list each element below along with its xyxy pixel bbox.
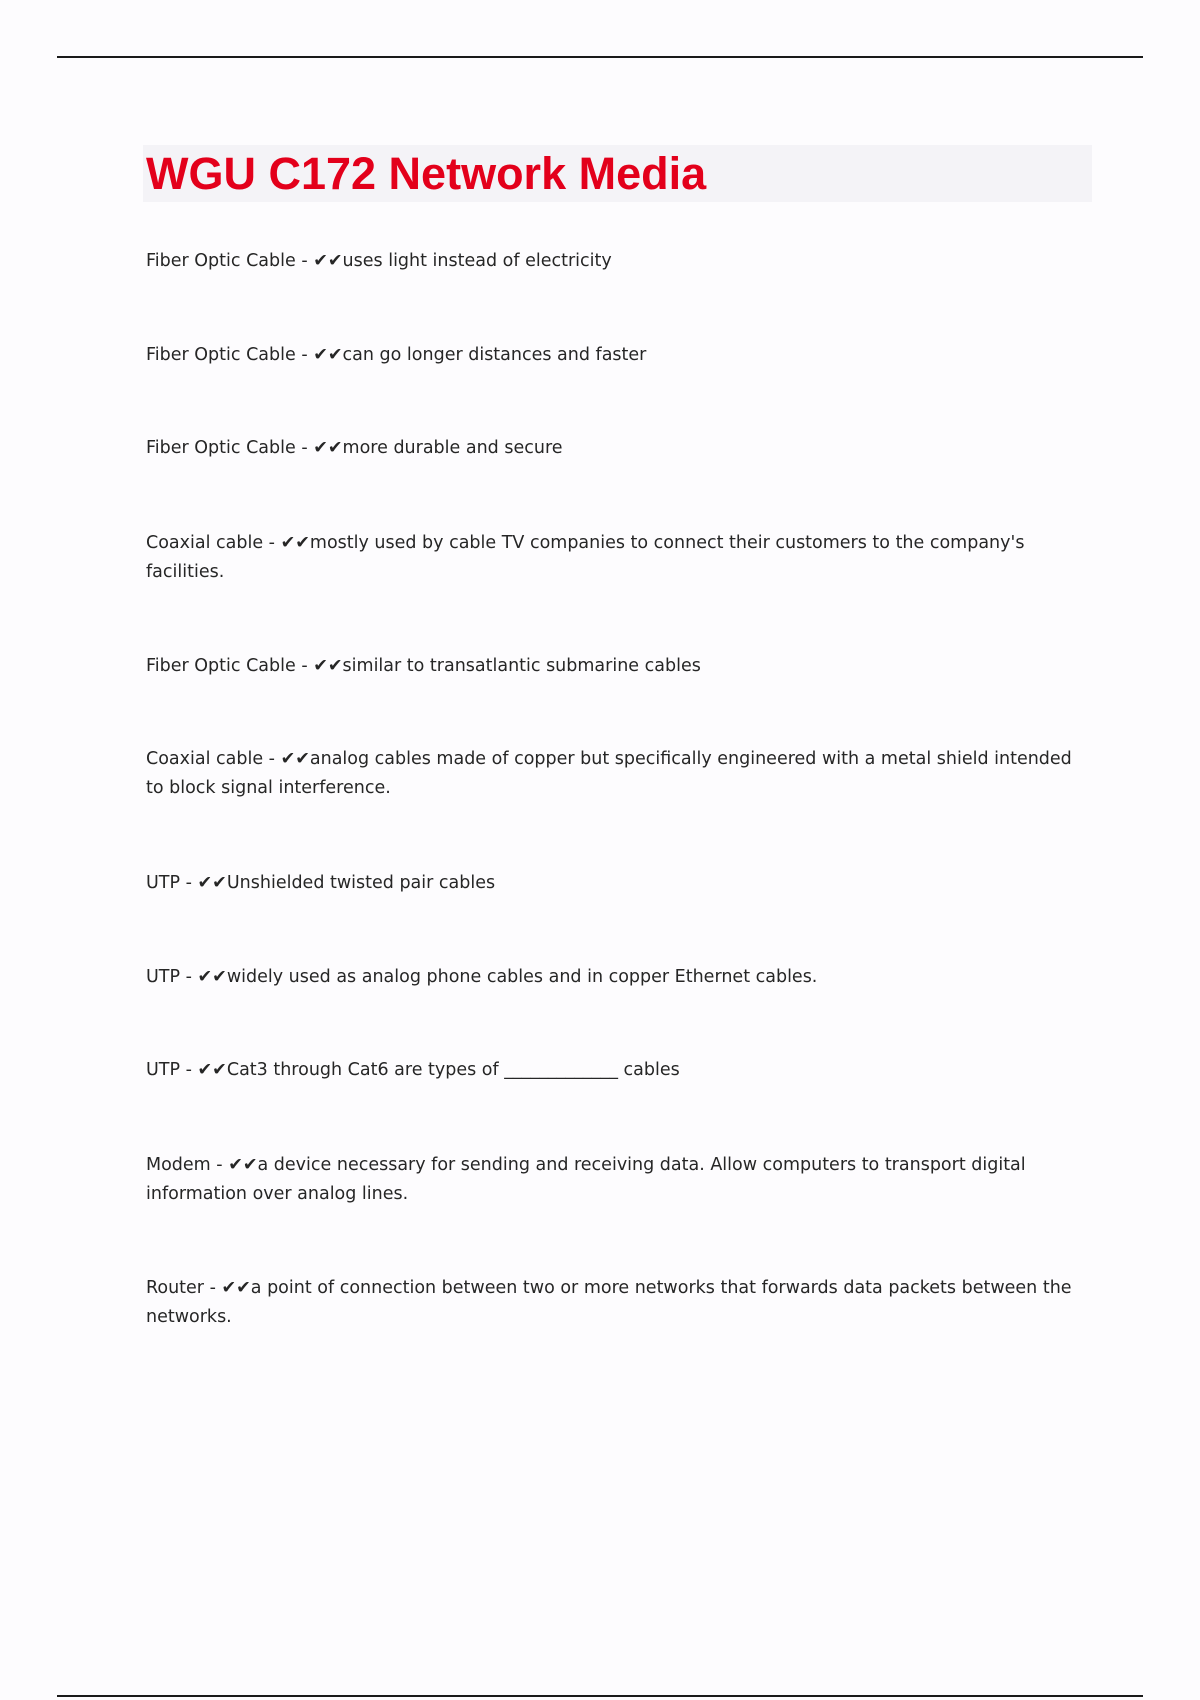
double-check-icon: ✔✔: [313, 251, 343, 271]
flashcard-entry: [146, 1056, 1086, 1085]
double-check-icon: ✔✔: [280, 749, 310, 769]
flashcard-entry: [146, 434, 1086, 463]
bottom-rule: [57, 1695, 1143, 1697]
entry-separator: -: [295, 438, 314, 458]
entry-definition: similar to transatlantic submarine cables: [342, 656, 701, 676]
entry-separator: -: [263, 533, 281, 553]
entry-definition: can go longer distances and faster: [342, 345, 647, 365]
flashcard-entry: [146, 247, 1086, 276]
entry-separator: -: [204, 1278, 222, 1298]
flashcard-entry: [146, 1151, 1086, 1209]
entry-term: UTP: [146, 967, 181, 987]
double-check-icon: ✔✔: [228, 1155, 258, 1175]
entry-separator: -: [210, 1155, 229, 1175]
double-check-icon: ✔✔: [197, 1060, 227, 1080]
entry-term: Router: [146, 1278, 204, 1298]
entry-definition: a device necessary for sending and receiving data. Allow computers to transport digital information over analog lines.: [146, 1155, 1026, 1204]
flashcard-entry: [146, 652, 1086, 681]
entry-separator: -: [263, 749, 281, 769]
flashcard-entry: [146, 341, 1086, 370]
document-title: WGU C172 Network Media: [146, 148, 707, 199]
entry-separator: -: [295, 656, 314, 676]
entry-separator: -: [180, 1060, 198, 1080]
entry-definition: Cat3 through Cat6 are types of _____________ cables: [226, 1060, 680, 1080]
entry-definition: mostly used by cable TV companies to connect their customers to the company's facilities.: [146, 533, 1025, 582]
flashcard-entry: [146, 529, 1086, 587]
entry-term: UTP: [146, 873, 181, 893]
entry-term: Fiber Optic Cable: [146, 656, 296, 676]
top-rule: [57, 56, 1143, 58]
double-check-icon: ✔✔: [313, 656, 343, 676]
entry-definition: a point of connection between two or more networks that forwards data packets between the networks.: [146, 1278, 1072, 1327]
flashcard-entry: [146, 1274, 1086, 1332]
double-check-icon: ✔✔: [197, 873, 227, 893]
entry-term: Coaxial cable: [146, 533, 264, 553]
entry-term: Coaxial cable: [146, 749, 264, 769]
entry-definition: analog cables made of copper but specifically engineered with a metal shield intended to block signal interference.: [146, 749, 1072, 798]
flashcard-entry: [146, 963, 1086, 992]
double-check-icon: ✔✔: [313, 345, 343, 365]
entry-term: Modem: [146, 1155, 211, 1175]
double-check-icon: ✔✔: [197, 967, 227, 987]
double-check-icon: ✔✔: [280, 533, 310, 553]
entry-definition: more durable and secure: [342, 438, 563, 458]
flashcard-entry: [146, 745, 1086, 803]
entry-term: UTP: [146, 1060, 181, 1080]
entry-term: Fiber Optic Cable: [146, 345, 296, 365]
double-check-icon: ✔✔: [313, 438, 343, 458]
entry-definition: Unshielded twisted pair cables: [226, 873, 496, 893]
entry-separator: -: [295, 251, 314, 271]
entry-separator: -: [180, 967, 198, 987]
flashcard-entry: [146, 869, 1086, 898]
entry-separator: -: [295, 345, 314, 365]
entry-term: Fiber Optic Cable: [146, 251, 296, 271]
entry-separator: -: [180, 873, 198, 893]
title-bar: [143, 145, 1092, 202]
entry-definition: uses light instead of electricity: [342, 251, 612, 271]
entry-term: Fiber Optic Cable: [146, 438, 296, 458]
double-check-icon: ✔✔: [221, 1278, 251, 1298]
entry-definition: widely used as analog phone cables and in copper Ethernet cables.: [226, 967, 818, 987]
